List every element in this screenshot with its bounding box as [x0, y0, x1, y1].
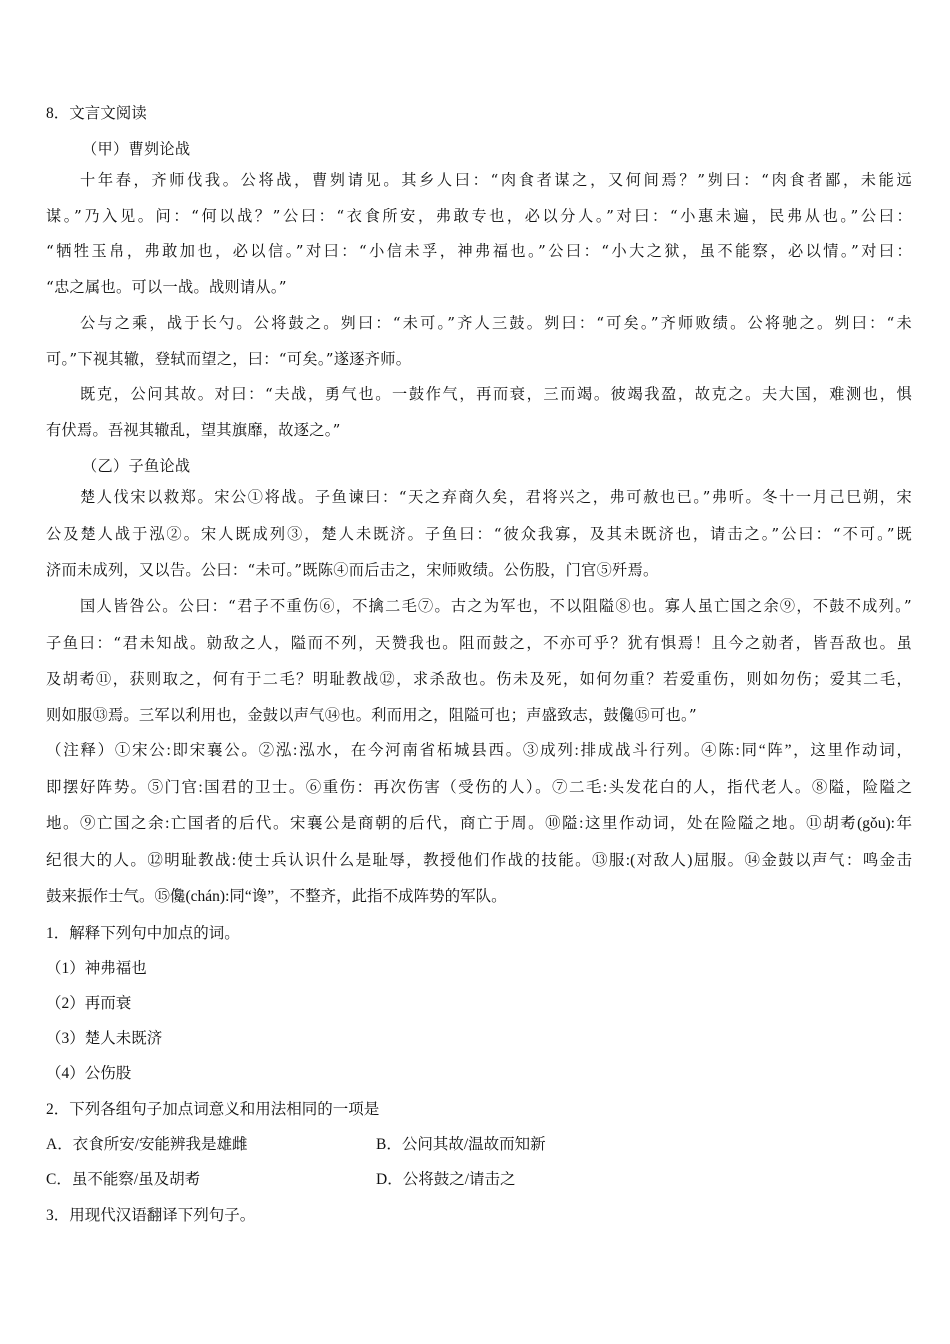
- section-a-line: “牺牲玉帛，弗敢加也，必以信。”对曰：“小信未孚，神弗福也。”公曰：“小大之狱，虽不能察，必以情。”对曰：: [46, 242, 912, 260]
- q1-item: （2）再而衰: [46, 995, 132, 1012]
- question-title: 8．文言文阅读: [46, 105, 147, 122]
- q2-option-c: C．虽不能察/虽及胡耇: [46, 1171, 201, 1188]
- section-a-line: “忠之属也。可以一战。战则请从。”: [46, 278, 287, 296]
- q1-item: （3）楚人未既济: [46, 1030, 163, 1047]
- section-a-line: 可。”下视其辙，登轼而望之，曰：“可矣。”遂逐齐师。: [46, 350, 412, 368]
- section-a-title: （甲）曹刿论战: [82, 140, 191, 158]
- section-a-line: 十年春，齐师伐我。公将战，曹刿请见。其乡人曰：“肉食者谋之，又何间焉？”刿曰：“肉食者鄙，未能远: [80, 171, 912, 189]
- section-a-line: 既克，公问其故。对曰：“夫战，勇气也。一鼓作气，再而衰，三而竭。彼竭我盈，故克之。夫大国，难测也，惧: [80, 385, 912, 403]
- notes-line: 鼓来振作士气。⑮儳(chán):同“谗”，不整齐，此指不成阵势的军队。: [46, 888, 507, 905]
- q1-stem: 1．解释下列句中加点的词。: [46, 925, 240, 942]
- section-b-line: 济而未成列，又以告。公曰：“未可。”既陈④而后击之，宋师败绩。公伤股，门官⑤歼焉。: [46, 561, 659, 579]
- q3-stem: 3．用现代汉语翻译下列句子。: [46, 1207, 256, 1224]
- section-b-line: 子鱼曰：“君未知战。勍敌之人，隘而不列，天赞我也。阻而鼓之，不亦可乎？犹有惧焉！且今之勍者，皆吾敌也。虽: [46, 634, 912, 652]
- section-a-line: 有伏焉。吾视其辙乱，望其旗靡，故逐之。”: [46, 421, 341, 439]
- section-b-title: （乙）子鱼论战: [82, 457, 191, 475]
- section-b-line: 则如服⑬焉。三军以利用也，金鼓以声气⑭也。利而用之，阻隘可也；声盛致志，鼓儳⑮可也。”: [46, 706, 697, 724]
- section-b-line: 公及楚人战于泓②。宋人既成列③，楚人未既济。子鱼曰：“彼众我寡，及其未既济也，请击之。”公曰：“不可。”既: [46, 525, 912, 543]
- notes-line: （注释）①宋公:即宋襄公。②泓:泓水，在今河南省柘城县西。③成列:排成战斗行列。④陈:同“阵”，这里作动词，: [46, 742, 912, 759]
- q2-option-b: B．公问其故/温故而知新: [376, 1136, 546, 1153]
- q1-item: （4）公伤股: [46, 1065, 132, 1082]
- q1-item: （1）神弗福也: [46, 960, 147, 977]
- section-b-line: 及胡耇⑪，获则取之，何有于二毛？明耻教战⑫，求杀敌也。伤未及死，如何勿重？若爱重伤，则如勿伤；爱其二毛，: [46, 670, 912, 688]
- section-b-line: 国人皆咎公。公曰：“君子不重伤⑥，不擒二毛⑦。古之为军也，不以阻隘⑧也。寡人虽亡国之余⑨，不鼓不成列。”: [80, 597, 912, 615]
- section-a-line: 谋。”乃入见。问：“何以战？”公曰：“衣食所安，弗敢专也，必以分人。”对曰：“小惠未遍，民弗从也。”公曰：: [46, 207, 912, 225]
- q2-stem: 2．下列各组句子加点词意义和用法相同的一项是: [46, 1101, 380, 1118]
- notes-line: 即摆好阵势。⑤门官:国君的卫士。⑥重伤：再次伤害（受伤的人）。⑦二毛:头发花白的人，指代老人。⑧隘，险隘之: [46, 779, 912, 796]
- notes-line: 纪很大的人。⑫明耻教战:使士兵认识什么是耻辱，教授他们作战的技能。⑬服:(对敌人)屈服。⑭金鼓以声气：鸣金击: [46, 852, 912, 869]
- notes-line: 地。⑨亡国之余:亡国者的后代。宋襄公是商朝的后代，商亡于周。⑩隘:这里作动词，处在险隘之地。⑪胡耇(gǒu):年: [46, 815, 912, 832]
- section-b-line: 楚人伐宋以救郑。宋公①将战。子鱼谏曰：“天之弃商久矣，君将兴之，弗可赦也已。”弗听。冬十一月己巳朔，宋: [80, 488, 912, 506]
- section-a-line: 公与之乘，战于长勺。公将鼓之。刿曰：“未可。”齐人三鼓。刿曰：“可矣。”齐师败绩。公将驰之。刿曰：“未: [80, 314, 912, 332]
- q2-option-a: A．衣食所安/安能辨我是雄雌: [46, 1136, 248, 1153]
- q2-option-d: D．公将鼓之/请击之: [376, 1171, 516, 1188]
